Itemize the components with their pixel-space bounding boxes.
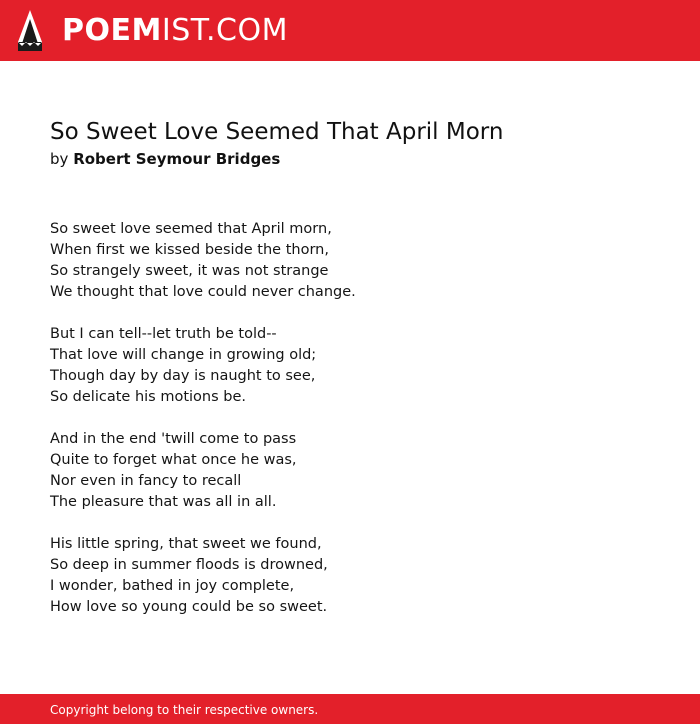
poem-line: When first we kissed beside the thorn, <box>50 242 329 258</box>
poem-line: How love so young could be so sweet. <box>50 599 328 615</box>
poem-line: So sweet love seemed that April morn, <box>50 221 332 237</box>
poem-line: We thought that love could never change. <box>50 284 356 300</box>
site-footer <box>0 694 700 724</box>
stanza <box>50 534 650 618</box>
poem-line: That love will change in growing old; <box>50 347 317 363</box>
poem-line: Quite to forget what once he was, <box>50 452 297 468</box>
brand-bold-text: POEM <box>62 13 162 48</box>
brand-light-text: IST.COM <box>161 13 288 48</box>
poem-line: And in the end 'twill come to pass <box>50 431 297 447</box>
byline <box>50 149 280 169</box>
site-logo-text[interactable] <box>62 11 288 51</box>
site-header <box>0 0 700 61</box>
poem-line: So strangely sweet, it was not strange <box>50 263 329 279</box>
byline-prefix: by <box>50 150 69 168</box>
poem-line: Nor even in fancy to recall <box>50 473 242 489</box>
poem-line: The pleasure that was all in all. <box>50 494 277 510</box>
copyright-notice: Copyright belong to their respective owners. <box>50 703 319 717</box>
stanza <box>50 324 650 408</box>
poem-line: I wonder, bathed in joy complete, <box>50 578 295 594</box>
poem-line: His little spring, that sweet we found, <box>50 536 322 552</box>
author-name: Robert Seymour Bridges <box>73 150 281 168</box>
poem-body <box>50 219 650 639</box>
poem-line: But I can tell--let truth be told-- <box>50 326 277 342</box>
poem-line: So delicate his motions be. <box>50 389 246 405</box>
poem-line: So deep in summer floods is drowned, <box>50 557 328 573</box>
poem-line: Though day by day is naught to see, <box>50 368 316 384</box>
stanza <box>50 219 650 303</box>
pen-nib-icon[interactable] <box>17 9 43 51</box>
poem-title: So Sweet Love Seemed That April Morn <box>50 119 504 145</box>
stanza <box>50 429 650 513</box>
